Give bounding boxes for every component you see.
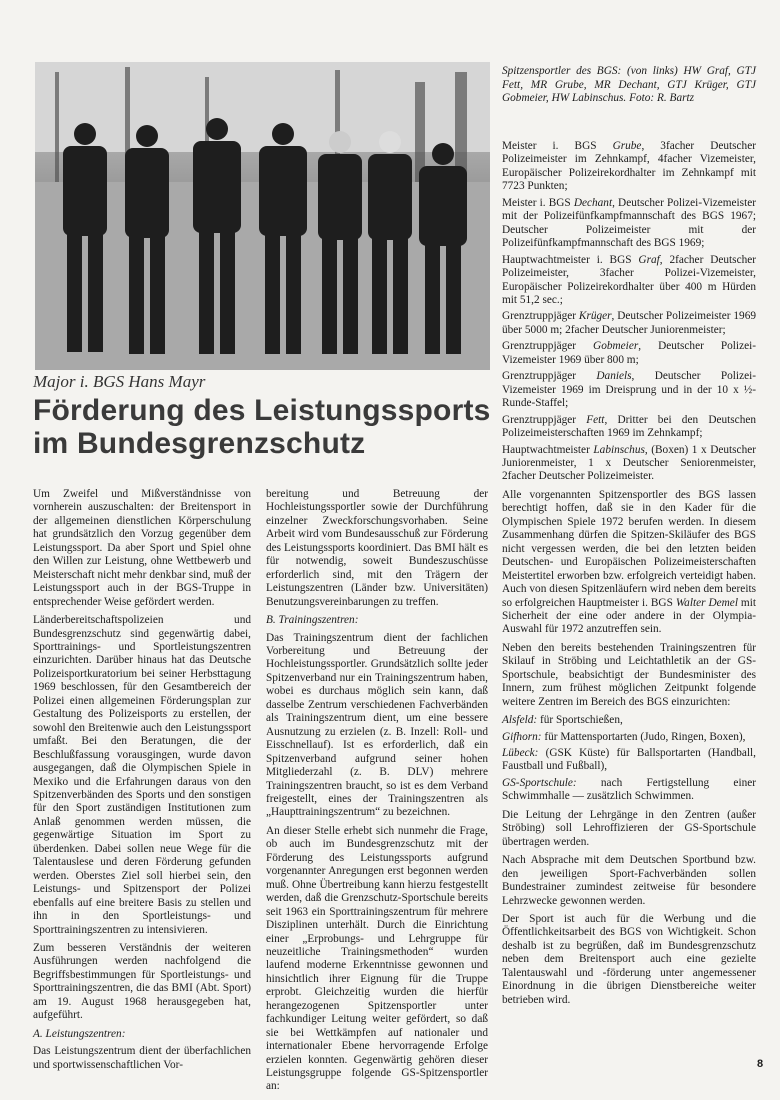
athlete-name: Labinschus (593, 443, 645, 456)
athlete-entry: Meister i. BGS Dechant, Deutscher Polizei-Vizemeister mit der Polizeifünfkampfmannschaft des BGS 1967; Deutscher Polizeimeister mit der Polizeifünfkampfmannschaft des BGS 1969; (502, 196, 756, 250)
column-middle (266, 488, 488, 1099)
column-right (502, 140, 756, 1012)
athlete-name: Graf (638, 253, 660, 266)
photo-caption: Spitzensportler des BGS: (von links) HW Graf, GTJ Fett, MR Grube, MR Dechant, GTJ Krüger, GTJ Gobmeier, HW Labinschus. Foto: R. Bartz (502, 65, 756, 104)
athlete-name: Krüger (578, 310, 612, 323)
athletes-photo-illustration (35, 62, 490, 370)
section-heading-a: A. Leistungszentren: (33, 1027, 126, 1040)
column-left (33, 488, 251, 1077)
athlete-entry: Hauptwachtmeister i. BGS Graf, 2facher Deutscher Polizeimeister, 3facher Polizei-Vizemeister, Europäischer Polizeirekordhalter über 400 m Hürden mit 51,2 sec.; (502, 253, 757, 306)
athlete-entry: Hauptwachtmeister Labinschus, (Boxen) 1 x Deutscher Juniorenmeister, 1 x Deutscher Seniorenmeister, 2facher Deutscher Polizeimeister. (502, 443, 756, 483)
paragraph: Um Zweifel und Mißverständnisse von vornherein auszuschalten: der Breitensport in der allgemeinen dienstlichen Körperschulung hat grundsätzlich den Vorzug gegenüber dem Leistungssport. Da aber Sport und Spiel ohne den Willen zur Leistung, ohne Wettbewerb und Meisterschaft nicht mehr denkbar sind, muß der Leistungssport auch in der BGS-Truppe in entsprechender Weise gefördert werden. (33, 488, 251, 608)
athlete-name: Grube (612, 140, 642, 152)
center-entry: GS-Sportschule: nach Fertigstellung einer Schwimmhalle — zusätzlich Schwimmen. (502, 776, 757, 803)
team-photo (35, 62, 490, 370)
paragraph: bereitung und Betreuung der Hochleistungssportler sowie der Durchführung einzelner Zweckforschungsvorhaben. Seine Arbeit wird vom Bundesausschuß zur Förderung des Leistungssports koordiniert. Das BMI hält es für notwendig, soweit Bundeszuschüsse erforderlich sind, mit den Trägern der Leistungszentren (Länder bzw. Universitäten) Benutzungsvereinbarungen zu treffen. (266, 488, 488, 608)
title-line-1: Förderung des Leistungssports (33, 394, 491, 427)
page-number: 8 (757, 1058, 764, 1070)
athlete-name: Dechant (573, 196, 613, 209)
athlete-entry: Grenztruppjäger Daniels, Deutscher Polizei-Vizemeister 1969 im Dreisprung und in der 10 x ½-Runde-Staffel; (502, 370, 757, 410)
center-entry: Alsfeld: für Sportschießen, (502, 714, 623, 727)
athlete-name: Gobmeier (593, 340, 639, 353)
paragraph: Der Sport ist auch für die Werbung und die Öffentlichkeitsarbeit des BGS von Wichtigkeit. Schon deshalb ist zu begrüßen, daß im Bundesgrenzschutz neben dem Breitensport auch eine gezielte Talentauswahl und -förderung unter angemessener Einordnung in die übrigen Dienstbereiche weiter betrieben wird. (502, 913, 756, 1006)
paragraph: Nach Absprache mit dem Deutschen Sportbund bzw. den jeweiligen Sport-Fachverbänden sollen Bundestrainer zumindest zeitweise für besondere Lehrzwecke gewonnen werden. (502, 854, 756, 907)
athlete-entry: Grenztruppjäger Gobmeier, Deutscher Polizei-Vizemeister 1969 über 800 m; (502, 340, 757, 366)
center-entry: Lübeck: (GSK Küste) für Ballsportarten (Handball, Faustball und Fußball), (502, 747, 756, 773)
athlete-entry: Meister i. BGS Grube, 3facher Deutscher Polizeimeister im Zehnkampf, 4facher Vizemeister, Europäischer Polizeirekordhalter im Zehnkampf mit 7723 Punkten; (502, 140, 756, 193)
athlete-name: Daniels (596, 370, 632, 383)
paragraph: Alle vorgenannten Spitzensportler des BGS lassen berechtigt hoffen, daß sie in den Kader für die Olympischen Spiele 1972 berufen werden. In diesem Zusammenhang dürfen die Spitzen-Skiläufer des BGS nicht vergessen werden, die bei den letzten beiden Deutschen- und Europäischen Polizeimeisterschaften Meistertitel erworben bzw. erfolgreich verteidigt haben. Auch von diesen Spitzenläufern wird neben dem bereits so erfolgreichen Hauptmeister i. BGS Walter Demel mit Sicherheit der eine oder andere in der Olympia-Auswahl für 1972 anzutreffen sein. (502, 488, 756, 636)
article-title (33, 394, 491, 460)
paragraph: Das Trainingszentrum dient der fachlichen Vorbereitung und Betreuung der Hochleistungssportler. Grundsätzlich sollte jeder Spitzenverband nur ein Trainingszentrum haben, wobei es durchaus möglich sein kann, daß dasselbe Zentrum verschiedenen Fachverbänden als Trainingszentrum dient, um eine bessere Ausnutzung zu erzielen (z. B. Inzell: Roll- und Eisschnellauf). Ist es erforderlich, daß ein Spitzenverband aufgrund seiner hohen Mitgliederzahl (z. B. DLV) mehrere Trainingszentren braucht, so ist es dem Verband freigestellt, eines der Trainingszentren als „Haupttrainingszentrum“ zu bezeichnen. (266, 631, 488, 819)
section-heading-b: B. Trainingszentren: (266, 614, 359, 627)
author-byline: Major i. BGS Hans Mayr (33, 372, 206, 391)
athlete-entry: Grenztruppjäger Krüger, Deutscher Polizeimeister 1969 über 5000 m; 2facher Deutscher Juniorenmeister; (502, 310, 756, 336)
paragraph: Zum besseren Verständnis der weiteren Ausführungen werden nachfolgend die Begriffsbestimmungen für Sportleistungs- und Sporttrainingszentren, die das BMI (Abt. Sport) am 19. August 1968 herausgegeben hat, aufgeführt. (33, 941, 251, 1022)
paragraph: Länderbereitschaftspolizeien und Bundesgrenzschutz sind gegenwärtig dabei, Sporttrainings- und Sportleistungszentren einzurichten. Darüber hinaus hat das Deutsche Polizeisportkuratorium bei seiner Herbsttagung 1969 beschlossen, für den Gesamtbereich der Polizei einen allgemeinen Förderungsplan zur Gestaltung des Polizeisports zu erstellen, der sowohl den Breitenwie auch den Leistungssport umfaßt. Bei den Beratungen, die der Beschlußfassung vorausgingen, wurde davon ausgegangen, daß die Olympischen Spiele in Mexiko und die Erfahrungen daraus von den Spitzenverbänden des Sports und den sonstigen für den Sport zuständigen Institutionen zum Anlaß genommen werden müssen, die gegenwärtige Situation im Sport zu überdenken. Dabei sollen neue Wege für die Talentauslese und deren Förderung gefunden werden. Oberstes Ziel soll hierbei sein, den Leistungs- und Spitzensport der Polizei ebenfalls auf eine breitere Basis zu stellen und ihn in den Sportleistungs- und Sporttrainingszentren zu intensivieren. (33, 614, 251, 936)
title-line-2: im Bundesgrenzschutz (33, 427, 366, 460)
athlete-entry: Grenztruppjäger Fett, Dritter bei den Deutschen Polizeimeisterschaften 1969 im Zehnkampf; (502, 413, 757, 440)
paragraph: An dieser Stelle erhebt sich nunmehr die Frage, ob auch im Bundesgrenzschutz mit der Förderung des Leistungssports aufgrund vorgenannter Anregungen erst begonnen werden muß. Ohne Übertreibung kann hierzu festgestellt werden, daß die Grenzschutz-Sportschule bereits seit 1963 ein Sporttrainingszentrum für mehrere Disziplinen unterhält. Durch die Einrichtung einer „Erprobungs- und Lehrgruppe für neuzeitliche Trainingsmethoden“ wurden laufend moderne Erkenntnisse gewonnen und hinsichtlich ihrer Eignung für die Truppe erprobt. Gleichzeitig wurden die hierfür herangezogenen Spitzensportler unter fachkundiger Leitung weiter gefördert, so daß sie bei Wettkämpfen auf nationaler und internationaler Ebene hervorragende Erfolge erzielen konnten. Gegenwärtig gehören dieser Leistungsgruppe folgende GS-Spitzensportler an: (266, 824, 488, 1093)
athlete-name: Fett (586, 413, 605, 426)
paragraph: Die Leitung der Lehrgänge in den Zentren (außer Ströbing) soll Lehroffizieren der GS-Sportschule übertragen werden. (502, 808, 756, 848)
athlete-list (502, 140, 756, 484)
center-entry: Gifhorn: für Mattensportarten (Judo, Ringen, Boxen), (502, 730, 746, 743)
paragraph: Das Leistungszentrum dient der überfachlichen und sportwissenschaftlichen Vor- (33, 1045, 251, 1071)
paragraph: Neben den bereits bestehenden Trainingszentren für Skilauf in Ströbing und Leichtathletik an der GS-Sportschule, beabsichtigt der Bundesminister des Innern, zum frühest möglichen Zeitpunkt folgende weitere Zentren im Bereich des BGS einzurichten: (502, 641, 756, 708)
